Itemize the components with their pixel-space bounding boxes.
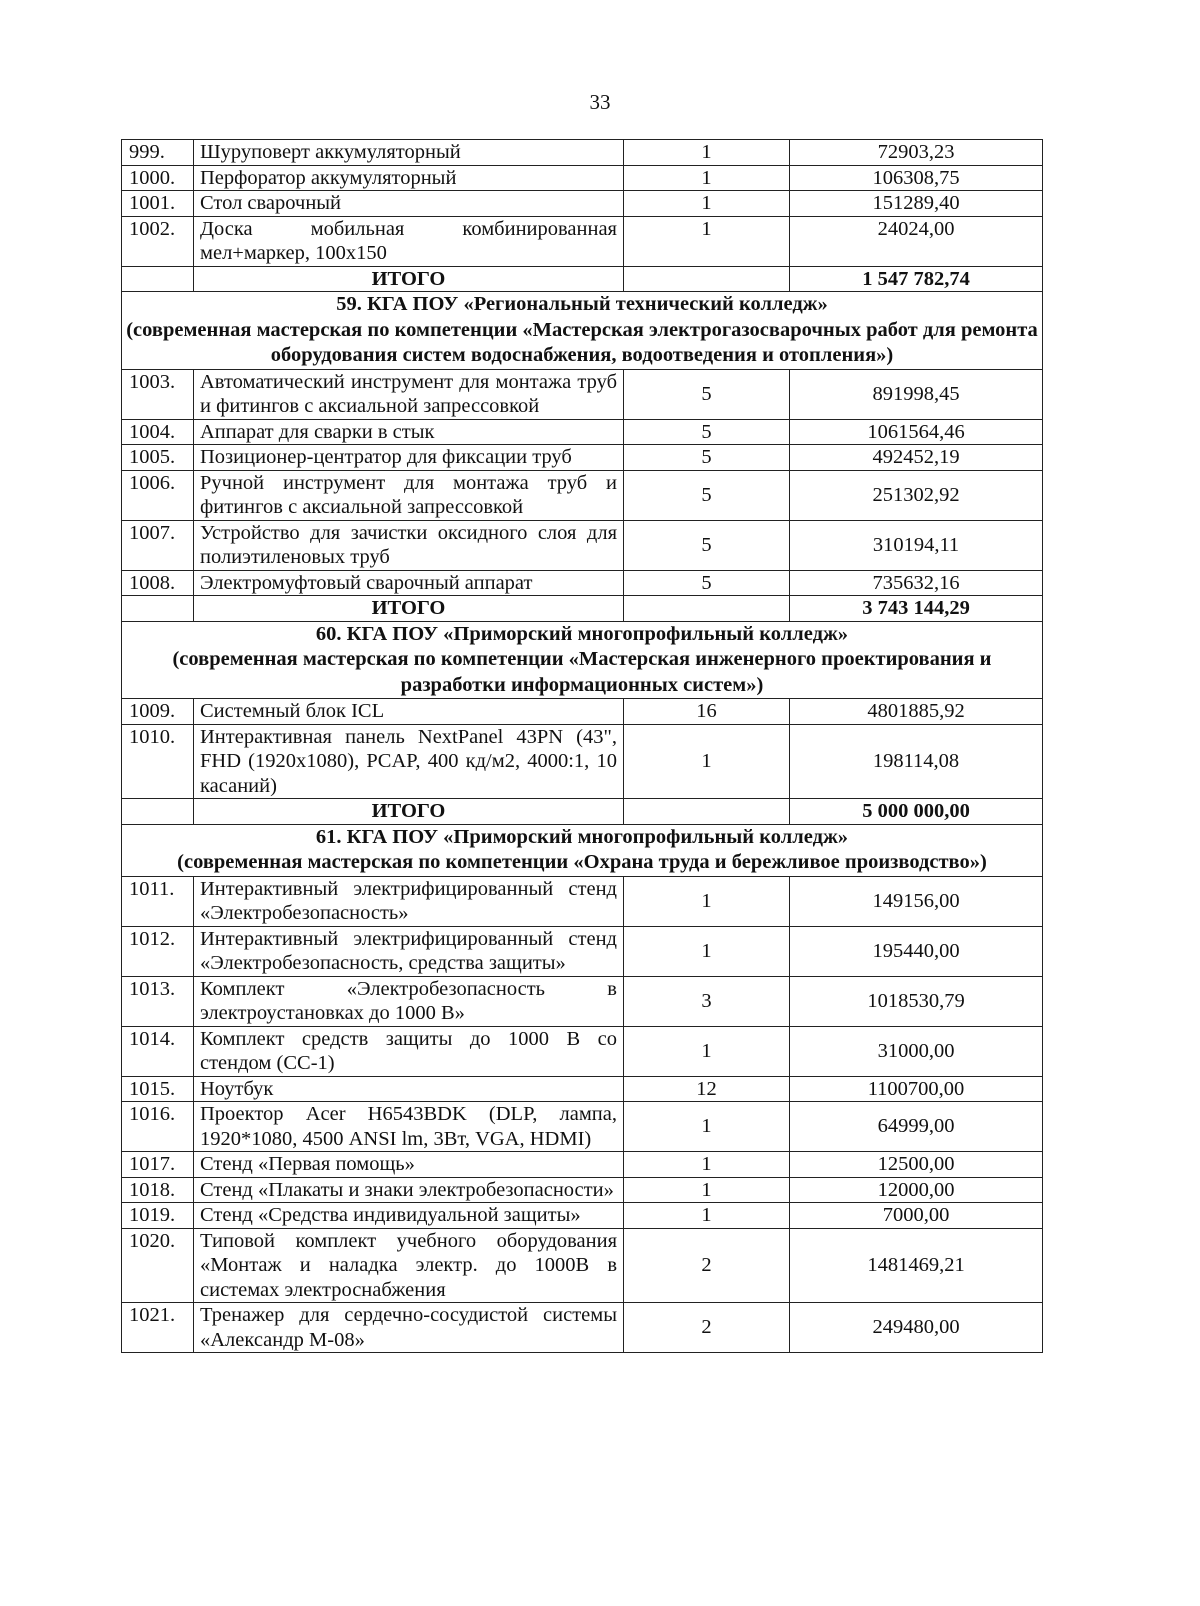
item-price: 310194,11	[790, 520, 1043, 570]
row-number: 1007.	[122, 520, 194, 570]
section-header	[122, 824, 1043, 876]
section-title: 59. КГА ПОУ «Региональный технический колледж»	[336, 293, 828, 315]
row-number: 1000.	[122, 165, 194, 191]
item-name: Комплект средств защиты до 1000 В со стендом (СС-1)	[194, 1026, 624, 1076]
section-cell	[122, 292, 1043, 370]
item-price: 64999,00	[790, 1102, 1043, 1152]
item-quantity: 5	[624, 419, 790, 445]
section-header	[122, 292, 1043, 370]
section-subtitle: (современная мастерская по компетенции «Мастерская инженерного проектирования и разработки информационных систем»)	[172, 648, 992, 696]
item-quantity: 1	[624, 876, 790, 926]
item-price: 151289,40	[790, 191, 1043, 217]
empty-cell	[624, 799, 790, 825]
row-number: 1004.	[122, 419, 194, 445]
table-row	[122, 1203, 1043, 1229]
row-number: 1014.	[122, 1026, 194, 1076]
empty-cell	[122, 799, 194, 825]
equipment-table	[121, 139, 1043, 1353]
item-name: Интерактивная панель NextPanel 43PN (43", FHD (1920x1080), PCAP, 400 кд/м2, 4000:1, 10 касаний)	[194, 724, 624, 799]
table-row	[122, 1177, 1043, 1203]
item-price: 72903,23	[790, 140, 1043, 166]
table-row	[122, 520, 1043, 570]
total-value: 3 743 144,29	[790, 596, 1043, 622]
row-number: 1003.	[122, 369, 194, 419]
item-price: 7000,00	[790, 1203, 1043, 1229]
section-cell	[122, 621, 1043, 699]
row-number: 1005.	[122, 445, 194, 471]
item-quantity: 1	[624, 216, 790, 266]
table-row	[122, 699, 1043, 725]
table-row	[122, 470, 1043, 520]
section-subtitle: (современная мастерская по компетенции «Мастерская электрогазосварочных работ для ремонта оборудования систем водоснабжения, водоотведения и отопления»)	[126, 318, 1038, 366]
item-price: 12500,00	[790, 1152, 1043, 1178]
item-price: 12000,00	[790, 1177, 1043, 1203]
item-name: Стенд «Средства индивидуальной защиты»	[194, 1203, 624, 1229]
item-price: 891998,45	[790, 369, 1043, 419]
item-quantity: 1	[624, 165, 790, 191]
section-title: 61. КГА ПОУ «Приморский многопрофильный колледж»	[315, 825, 849, 848]
total-value: 5 000 000,00	[790, 799, 1043, 825]
item-quantity: 3	[624, 976, 790, 1026]
empty-cell	[624, 266, 790, 292]
item-quantity: 1	[624, 1152, 790, 1178]
item-price: 251302,92	[790, 470, 1043, 520]
total-value: 1 547 782,74	[790, 266, 1043, 292]
item-price: 195440,00	[790, 926, 1043, 976]
item-quantity: 1	[624, 724, 790, 799]
table-row	[122, 165, 1043, 191]
table-row	[122, 976, 1043, 1026]
table-row	[122, 1076, 1043, 1102]
empty-cell	[122, 266, 194, 292]
item-quantity: 1	[624, 1026, 790, 1076]
row-number: 1006.	[122, 470, 194, 520]
item-price: 24024,00	[790, 216, 1043, 266]
table-row	[122, 140, 1043, 166]
row-number: 1021.	[122, 1303, 194, 1353]
item-name: Системный блок ICL	[194, 699, 624, 725]
total-row	[122, 596, 1043, 622]
row-number: 1017.	[122, 1152, 194, 1178]
item-quantity: 1	[624, 1177, 790, 1203]
table-row	[122, 419, 1043, 445]
item-name: Перфоратор аккумуляторный	[194, 165, 624, 191]
item-price: 1481469,21	[790, 1228, 1043, 1303]
item-name: Шуруповерт аккумуляторный	[194, 140, 624, 166]
item-price: 149156,00	[790, 876, 1043, 926]
total-row	[122, 266, 1043, 292]
row-number: 1011.	[122, 876, 194, 926]
row-number: 1013.	[122, 976, 194, 1026]
item-price: 1018530,79	[790, 976, 1043, 1026]
item-quantity: 5	[624, 369, 790, 419]
item-price: 31000,00	[790, 1026, 1043, 1076]
table-row	[122, 216, 1043, 266]
row-number: 1016.	[122, 1102, 194, 1152]
row-number: 1015.	[122, 1076, 194, 1102]
item-quantity: 5	[624, 470, 790, 520]
item-name: Типовой комплект учебного оборудования «Монтаж и наладка электр. до 1000В в системах электроснабжения	[194, 1228, 624, 1303]
item-name: Электромуфтовый сварочный аппарат	[194, 570, 624, 596]
item-quantity: 1	[624, 140, 790, 166]
row-number: 1018.	[122, 1177, 194, 1203]
table-row	[122, 1303, 1043, 1353]
row-number: 999.	[122, 140, 194, 166]
row-number: 1020.	[122, 1228, 194, 1303]
row-number: 1019.	[122, 1203, 194, 1229]
item-name: Позиционер-центратор для фиксации труб	[194, 445, 624, 471]
item-quantity: 16	[624, 699, 790, 725]
row-number: 1010.	[122, 724, 194, 799]
table-row	[122, 570, 1043, 596]
item-name: Ручной инструмент для монтажа труб и фитингов с аксиальной запрессовкой	[194, 470, 624, 520]
row-number: 1001.	[122, 191, 194, 217]
item-price: 106308,75	[790, 165, 1043, 191]
item-quantity: 2	[624, 1303, 790, 1353]
item-name: Интерактивный электрифицированный стенд «Электробезопасность, средства защиты»	[194, 926, 624, 976]
total-label: ИТОГО	[194, 596, 624, 622]
item-name: Автоматический инструмент для монтажа труб и фитингов с аксиальной запрессовкой	[194, 369, 624, 419]
item-name: Интерактивный электрифицированный стенд «Электробезопасность»	[194, 876, 624, 926]
item-price: 492452,19	[790, 445, 1043, 471]
row-number: 1008.	[122, 570, 194, 596]
empty-cell	[624, 596, 790, 622]
table-row	[122, 369, 1043, 419]
item-quantity: 1	[624, 1102, 790, 1152]
item-price: 4801885,92	[790, 699, 1043, 725]
item-quantity: 5	[624, 445, 790, 471]
table-row	[122, 926, 1043, 976]
item-name: Стенд «Первая помощь»	[194, 1152, 624, 1178]
section-cell	[122, 824, 1043, 876]
item-quantity: 1	[624, 191, 790, 217]
section-title: 60. КГА ПОУ «Приморский многопрофильный колледж»	[315, 622, 849, 645]
table-row	[122, 1026, 1043, 1076]
section-header	[122, 621, 1043, 699]
item-quantity: 5	[624, 520, 790, 570]
table-row	[122, 191, 1043, 217]
item-quantity: 1	[624, 1203, 790, 1229]
empty-cell	[122, 596, 194, 622]
item-name: Устройство для зачистки оксидного слоя для полиэтиленовых труб	[194, 520, 624, 570]
row-number: 1002.	[122, 216, 194, 266]
table-row	[122, 1152, 1043, 1178]
item-price: 735632,16	[790, 570, 1043, 596]
item-name: Стол сварочный	[194, 191, 624, 217]
total-label: ИТОГО	[194, 266, 624, 292]
table-row	[122, 445, 1043, 471]
item-name: Стенд «Плакаты и знаки электробезопасности»	[194, 1177, 624, 1203]
section-subtitle: (современная мастерская по компетенции «Охрана труда и бережливое производство»)	[177, 851, 987, 873]
item-quantity: 2	[624, 1228, 790, 1303]
item-name: Тренажер для сердечно-сосудистой системы «Александр М-08»	[194, 1303, 624, 1353]
item-price: 198114,08	[790, 724, 1043, 799]
row-number: 1009.	[122, 699, 194, 725]
item-name: Доска мобильная комбинированная мел+маркер, 100х150	[194, 216, 624, 266]
row-number: 1012.	[122, 926, 194, 976]
total-row	[122, 799, 1043, 825]
table-row	[122, 1102, 1043, 1152]
total-label: ИТОГО	[194, 799, 624, 825]
item-quantity: 5	[624, 570, 790, 596]
table-row	[122, 876, 1043, 926]
table-row	[122, 724, 1043, 799]
item-price: 249480,00	[790, 1303, 1043, 1353]
item-name: Проектор Acer H6543BDK (DLP, лампа, 1920*1080, 4500 ANSI lm, 3Вт, VGA, HDMI)	[194, 1102, 624, 1152]
equipment-table-wrapper	[121, 139, 1042, 1353]
item-quantity: 12	[624, 1076, 790, 1102]
item-quantity: 1	[624, 926, 790, 976]
item-name: Ноутбук	[194, 1076, 624, 1102]
item-price: 1100700,00	[790, 1076, 1043, 1102]
item-price: 1061564,46	[790, 419, 1043, 445]
item-name: Комплект «Электробезопасность в электроустановках до 1000 В»	[194, 976, 624, 1026]
item-name: Аппарат для сварки в стык	[194, 419, 624, 445]
page-number: 33	[589, 90, 611, 114]
table-row	[122, 1228, 1043, 1303]
